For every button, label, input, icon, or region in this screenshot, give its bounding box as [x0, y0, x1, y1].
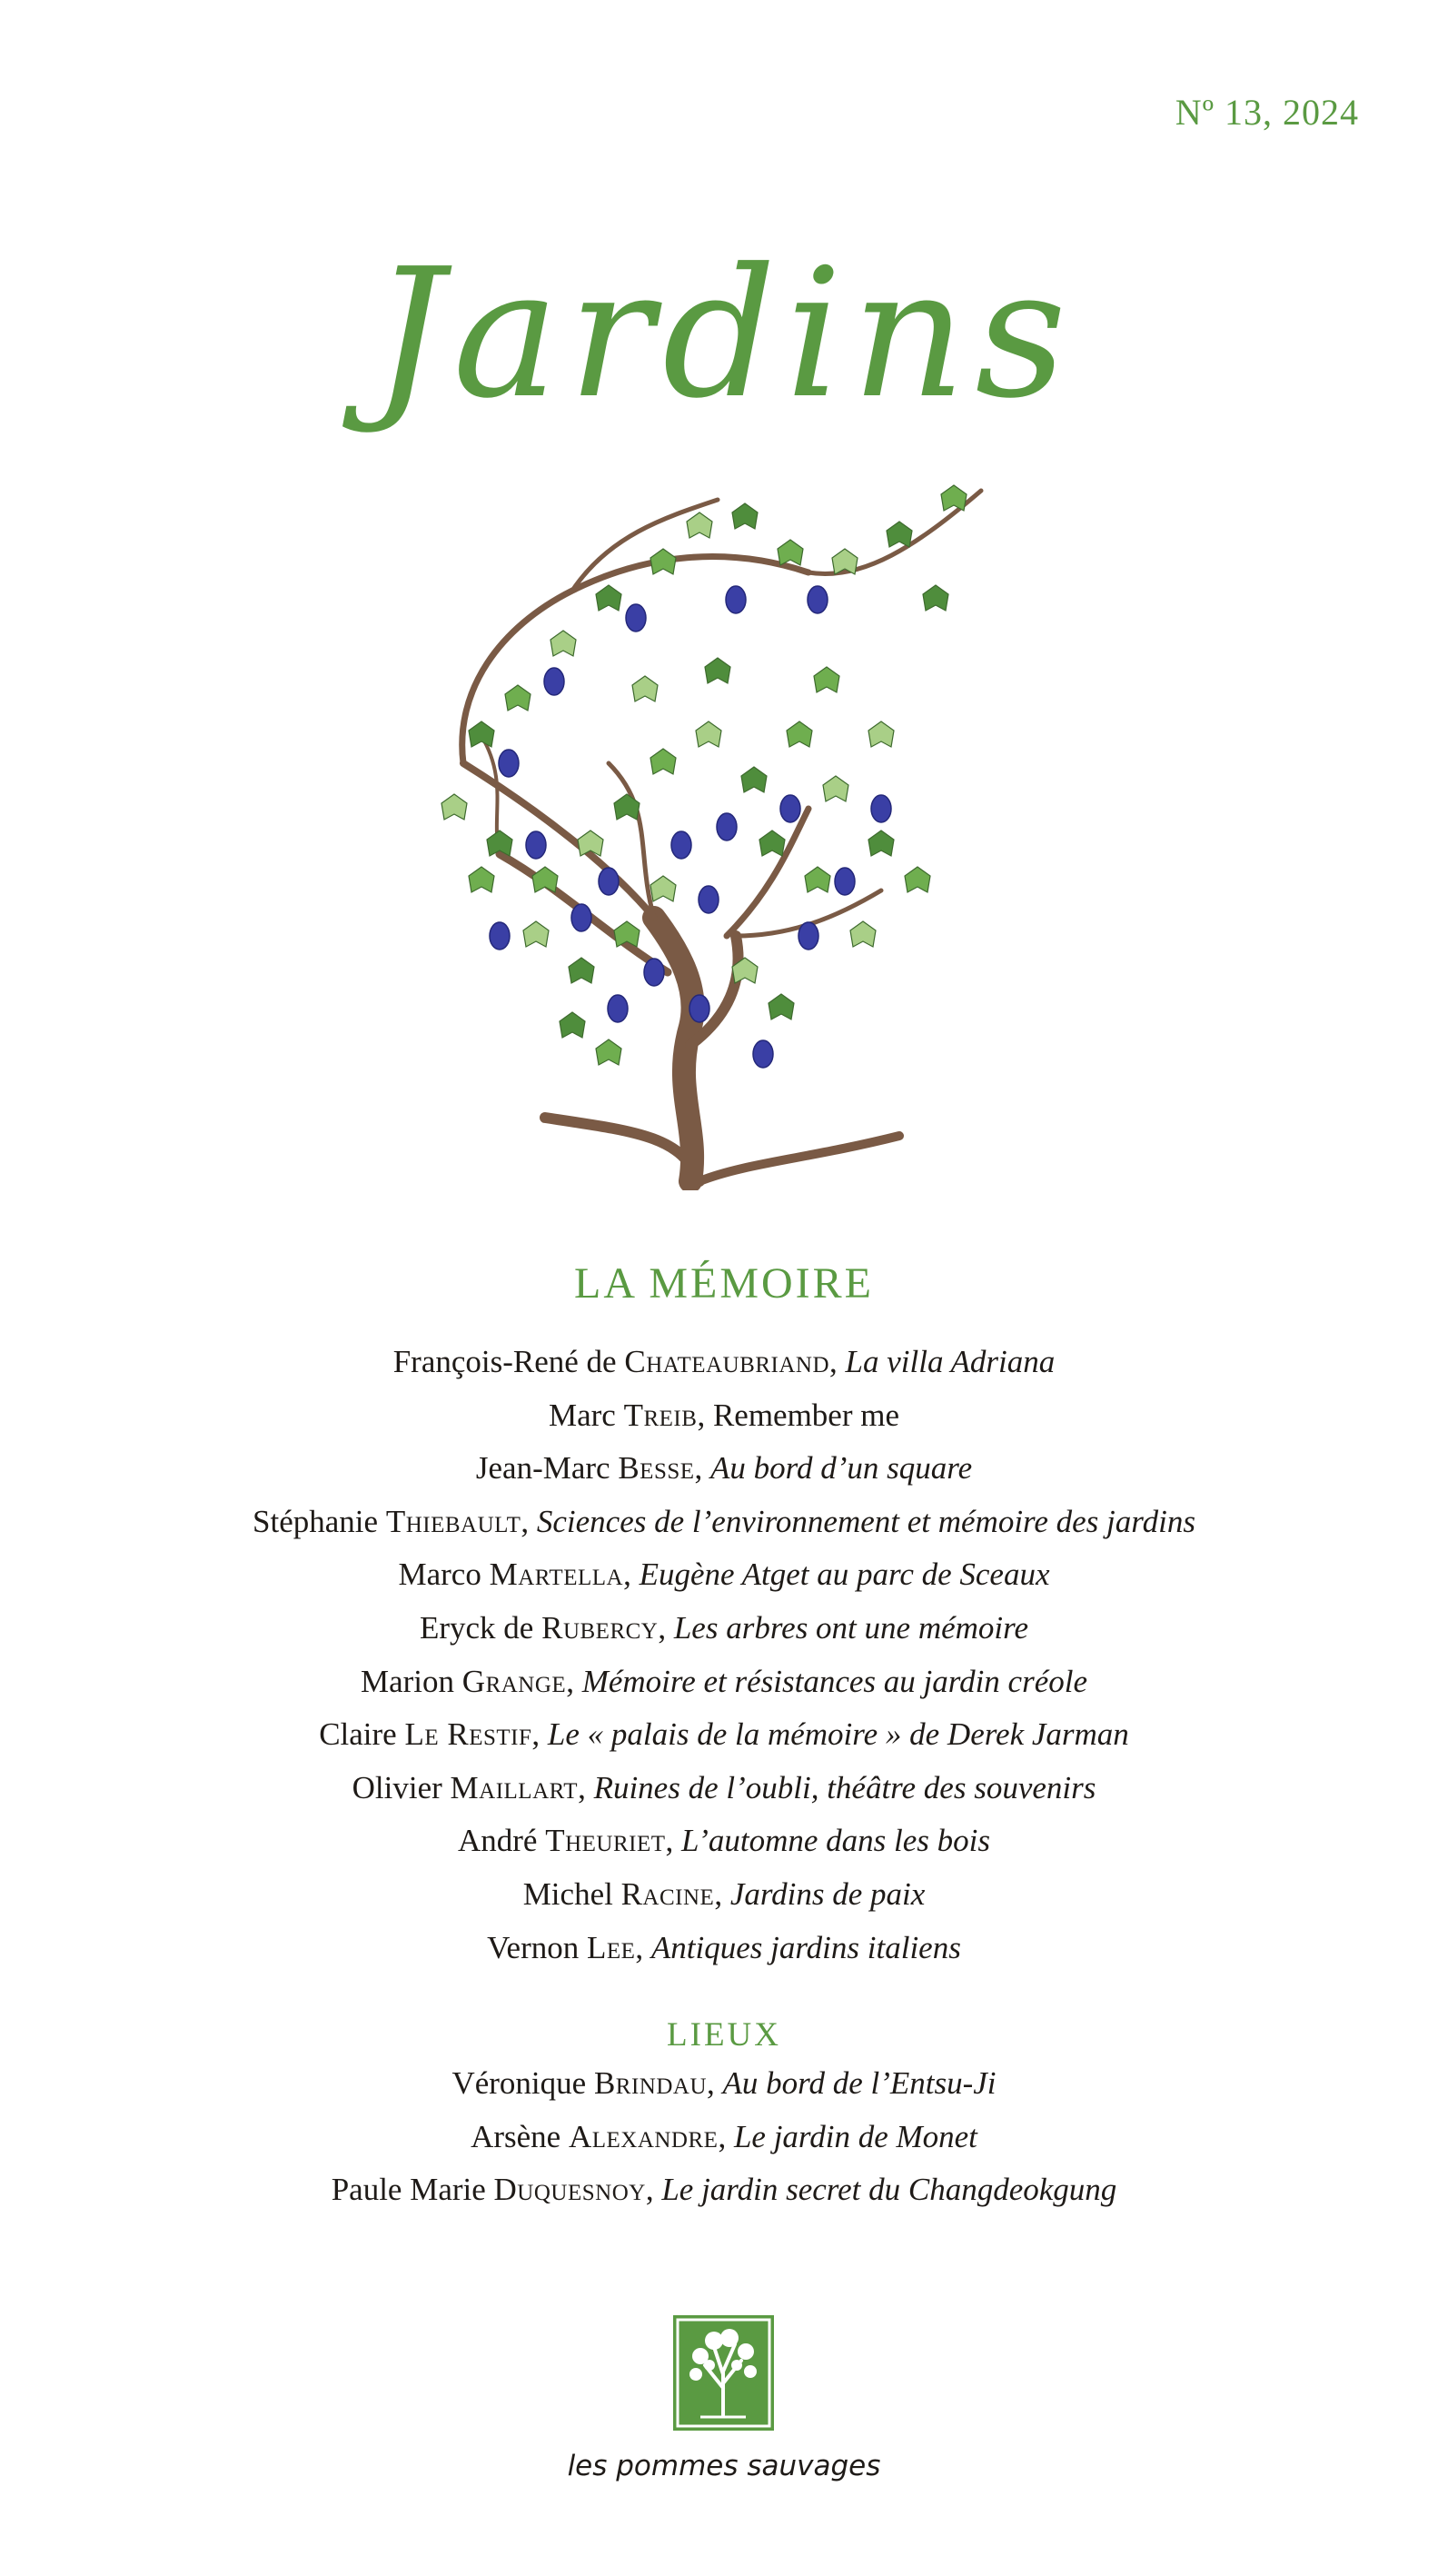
- author-first-name: Olivier: [352, 1769, 451, 1805]
- author-last-name: Chateaubriand: [624, 1344, 830, 1379]
- vine-leaf: [823, 776, 848, 801]
- grape-cluster: [644, 959, 664, 986]
- grape-cluster: [753, 1040, 773, 1068]
- issue-number: Nº 13, 2024: [1175, 92, 1359, 133]
- work-title: Antiques jardins italiens: [650, 1929, 961, 1965]
- entry-separator: ,: [697, 1397, 713, 1433]
- grapevine-tree-illustration: [427, 463, 1008, 1190]
- vine-leaf: [696, 721, 721, 747]
- contents-entry: [0, 1602, 1448, 1656]
- contents-entry: [0, 2163, 1448, 2217]
- author-last-name: Martella: [489, 1557, 624, 1593]
- contents-entry: [0, 1548, 1448, 1602]
- author-first-name: Vernon: [487, 1929, 587, 1965]
- author-first-name: Eryck de: [419, 1609, 542, 1646]
- author-last-name: Duquesnoy: [493, 2172, 646, 2208]
- vine-leaf: [787, 721, 812, 747]
- vine-leaf: [569, 958, 594, 983]
- author-first-name: Claire: [319, 1716, 405, 1753]
- author-first-name: Stéphanie: [253, 1503, 386, 1539]
- vine-leaf: [550, 631, 576, 656]
- grape-cluster: [671, 831, 691, 859]
- section-heading-memoire: LA MÉMOIRE: [574, 1259, 874, 1308]
- author-first-name: Marc: [549, 1397, 624, 1433]
- author-first-name: Marco: [398, 1557, 490, 1593]
- contents-entry: [0, 1815, 1448, 1868]
- work-title: L’automne dans les bois: [681, 1823, 990, 1859]
- entry-separator: ,: [578, 1769, 594, 1805]
- vine-leaf: [650, 549, 676, 574]
- vine-leaf: [732, 503, 758, 529]
- grape-cluster: [571, 904, 591, 931]
- grape-cluster: [726, 586, 746, 613]
- entry-separator: ,: [665, 1823, 682, 1859]
- vine-leaf: [632, 676, 658, 701]
- author-last-name: Theuriet: [545, 1823, 666, 1859]
- vine-leaf: [532, 867, 558, 892]
- work-title: Sciences de l’environnement et mémoire des jardins: [536, 1503, 1195, 1539]
- entry-separator: ,: [694, 1450, 711, 1487]
- vine-leaf: [469, 867, 494, 892]
- vine-leaf: [868, 830, 894, 856]
- vine-leaf: [759, 830, 785, 856]
- entry-separator: ,: [623, 1557, 640, 1593]
- vine-leaf: [850, 921, 876, 947]
- work-title: Remember me: [712, 1397, 899, 1433]
- vine-leaf: [814, 667, 839, 692]
- contents-entry: [0, 1336, 1448, 1389]
- work-title: Le jardin secret du Changdeokgung: [661, 2172, 1117, 2208]
- journal-title: Jardins: [372, 231, 1076, 438]
- grape-cluster: [490, 922, 510, 950]
- author-last-name: Thiebault: [385, 1503, 521, 1539]
- tree-logo-icon: [673, 2315, 774, 2431]
- grape-cluster: [599, 868, 619, 895]
- work-title: Mémoire et résistances au jardin créole: [581, 1663, 1087, 1699]
- author-last-name: Brindau: [593, 2065, 708, 2101]
- vine-leaf: [805, 867, 830, 892]
- entry-separator: ,: [829, 1344, 846, 1379]
- entry-separator: ,: [658, 1609, 674, 1646]
- vine-leaf: [441, 794, 467, 820]
- author-last-name: Lee: [586, 1929, 636, 1965]
- entry-separator: ,: [718, 2118, 734, 2154]
- author-last-name: Le Restif: [404, 1716, 532, 1753]
- vine-leaf: [769, 994, 794, 1019]
- grape-cluster: [544, 668, 564, 695]
- vine-leaf: [505, 685, 531, 711]
- vine-leaf: [941, 485, 967, 511]
- author-first-name: Véronique: [451, 2065, 594, 2101]
- author-first-name: André: [458, 1823, 546, 1859]
- grape-cluster: [808, 586, 828, 613]
- contents-entry: [0, 1762, 1448, 1815]
- vine-leaf: [560, 1012, 585, 1038]
- vine-leaf: [469, 721, 494, 747]
- vine-leaf: [523, 921, 549, 947]
- vine-leaf: [650, 749, 676, 774]
- work-title: Jardins de paix: [729, 1875, 926, 1912]
- work-title: Au bord d’un square: [710, 1450, 973, 1487]
- vine-leaf: [614, 794, 640, 820]
- publisher-name: les pommes sauvages: [567, 2450, 881, 2482]
- table-of-contents-lieux: [0, 2057, 1448, 2217]
- work-title: Au bord de l’Entsu-Ji: [722, 2065, 997, 2101]
- entry-separator: ,: [521, 1503, 537, 1539]
- vine-leaf: [778, 540, 803, 565]
- author-last-name: Grange: [461, 1663, 567, 1699]
- author-last-name: Maillart: [450, 1769, 579, 1805]
- vine-leaf: [705, 658, 730, 683]
- table-of-contents-memoire: [0, 1336, 1448, 1974]
- author-first-name: François-René de: [392, 1344, 625, 1379]
- work-title: Ruines de l’oubli, théâtre des souvenirs: [593, 1769, 1096, 1805]
- vine-leaf: [923, 585, 948, 611]
- vine-leaf: [650, 876, 676, 901]
- grape-cluster: [871, 795, 891, 822]
- vine-leaf: [596, 1039, 621, 1065]
- section-heading-lieux: LIEUX: [667, 2016, 781, 2054]
- work-title: Le « palais de la mémoire » de Derek Jarman: [547, 1716, 1129, 1753]
- author-last-name: Treib: [623, 1397, 698, 1433]
- grape-cluster: [526, 831, 546, 859]
- entry-separator: ,: [714, 1875, 730, 1912]
- author-first-name: Michel: [522, 1875, 621, 1912]
- contents-entry: [0, 1442, 1448, 1496]
- work-title: Le jardin de Monet: [733, 2118, 977, 2154]
- grape-cluster: [699, 886, 719, 913]
- entry-separator: ,: [531, 1716, 548, 1753]
- contents-entry: [0, 1389, 1448, 1443]
- contents-entry: [0, 1868, 1448, 1922]
- grape-cluster: [499, 750, 519, 777]
- author-last-name: Rubercy: [541, 1609, 659, 1646]
- entry-separator: ,: [566, 1663, 582, 1699]
- author-last-name: Alexandre: [568, 2118, 719, 2154]
- vine-leaf: [905, 867, 930, 892]
- work-title: Eugène Atget au parc de Sceaux: [639, 1557, 1050, 1593]
- entry-separator: ,: [635, 1929, 651, 1965]
- contents-entry: [0, 1656, 1448, 1709]
- contents-entry: [0, 1496, 1448, 1549]
- entry-separator: ,: [707, 2065, 723, 2101]
- vine-leaf: [868, 721, 894, 747]
- vine-leaf: [887, 522, 912, 547]
- contents-entry: [0, 1922, 1448, 1975]
- vine-leaf: [687, 512, 712, 538]
- grape-cluster: [835, 868, 855, 895]
- grape-cluster: [608, 995, 628, 1022]
- grape-cluster: [798, 922, 818, 950]
- grape-cluster: [780, 795, 800, 822]
- vine-leaf: [596, 585, 621, 611]
- grape-cluster: [689, 995, 709, 1022]
- work-title: La villa Adriana: [845, 1344, 1056, 1379]
- contents-entry: [0, 2057, 1448, 2111]
- contents-entry: [0, 1708, 1448, 1762]
- author-first-name: Marion: [361, 1663, 462, 1699]
- contents-entry: [0, 2111, 1448, 2164]
- work-title: Les arbres ont une mémoire: [673, 1609, 1028, 1646]
- author-first-name: Paule Marie: [331, 2172, 494, 2208]
- grape-cluster: [717, 813, 737, 840]
- entry-separator: ,: [645, 2172, 662, 2208]
- author-last-name: Besse: [618, 1450, 695, 1487]
- author-first-name: Jean-Marc: [475, 1450, 619, 1487]
- vine-leaf: [741, 767, 767, 792]
- author-last-name: Racine: [620, 1875, 715, 1912]
- grape-cluster: [626, 604, 646, 632]
- author-first-name: Arsène: [471, 2118, 569, 2154]
